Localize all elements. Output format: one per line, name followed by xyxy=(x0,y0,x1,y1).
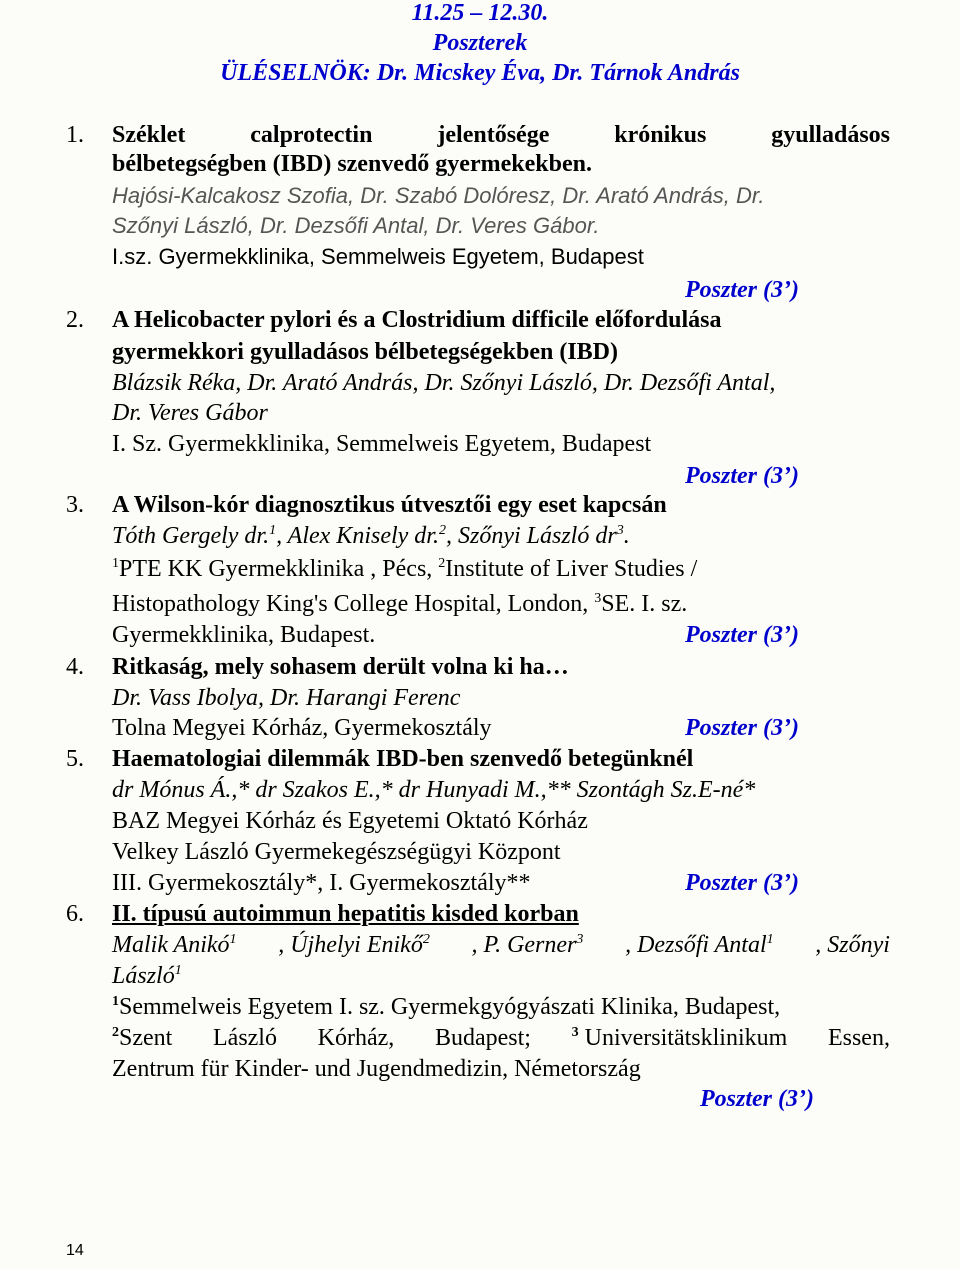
author-text: , Alex Knisely dr. xyxy=(276,523,439,549)
author-text: , Szőnyi László dr xyxy=(445,523,617,549)
superscript: 2 xyxy=(422,932,430,947)
item-6-number: 6. xyxy=(66,901,84,927)
item-2-title-line2: gyermekkori gyulladásos bélbetegségekben (IBD) xyxy=(112,339,618,365)
author xyxy=(278,931,430,959)
superscript: 2 xyxy=(112,1025,119,1040)
item-4-poster-label: Poszter (3’) xyxy=(685,715,799,741)
author xyxy=(815,931,890,959)
item-5-title: Haematologiai dilemmák IBD-ben szenvedő betegünknél xyxy=(112,746,694,772)
item-6-authors-line1 xyxy=(112,931,890,959)
item-2-authors-line1: Blázsik Réka, Dr. Arató András, Dr. Szőnyi László, Dr. Dezsőfi Antal, xyxy=(112,370,776,396)
superscript: 3 xyxy=(594,591,602,606)
word: calprotectin xyxy=(250,122,373,148)
author xyxy=(112,931,237,959)
superscript: 3 xyxy=(576,932,584,947)
item-4-title: Ritkaság, mely sohasem derült volna ki ha… xyxy=(112,654,569,680)
item-6-title: II. típusú autoimmun hepatitis kisded korban xyxy=(112,901,579,927)
item-2-title-line1: A Helicobacter pylori és a Clostridium difficile előfordulása xyxy=(112,307,722,333)
item-4-number: 4. xyxy=(66,654,84,680)
item-3-title: A Wilson-kór diagnosztikus útvesztői egy eset kapcsán xyxy=(112,492,667,518)
superscript: 3 xyxy=(571,1025,579,1040)
author-text: , Újhelyi Enikő xyxy=(278,932,423,958)
superscript: 1 xyxy=(269,523,277,538)
item-6-poster-label: Poszter (3’) xyxy=(700,1086,814,1112)
superscript: 2 xyxy=(438,523,446,538)
affiliation-word: Kórház, xyxy=(317,1025,395,1051)
author-text: . xyxy=(623,523,630,549)
affiliation-text: Semmelweis Egyetem I. sz. Gyermekgyógyászati Klinika, Budapest, xyxy=(119,994,781,1020)
superscript: 1 xyxy=(174,963,182,978)
word: krónikus xyxy=(614,122,707,148)
item-5-affiliation-line1: BAZ Megyei Kórház és Egyetemi Oktató Kórház xyxy=(112,808,588,834)
session-title: Poszterek xyxy=(432,30,528,56)
author xyxy=(472,931,584,959)
item-3-poster-label: Poszter (3’) xyxy=(685,622,799,648)
affiliation-text: PTE KK Gyermekklinika , Pécs, xyxy=(119,556,439,582)
affiliation-word xyxy=(112,1024,172,1052)
item-5-authors: dr Mónus Á.,* dr Szakos E.,* dr Hunyadi M.,** Szontágh Sz.E-né* xyxy=(112,777,756,803)
item-4-authors: Dr. Vass Ibolya, Dr. Harangi Ferenc xyxy=(112,685,461,711)
item-6-affiliation-line1 xyxy=(112,993,780,1021)
item-1-affiliation: I.sz. Gyermekklinika, Semmelweis Egyetem, Budapest xyxy=(112,244,644,269)
item-1-title-line2: bélbetegségben (IBD) szenvedő gyermekekben. xyxy=(112,151,592,177)
word: Széklet xyxy=(112,122,186,148)
item-3-affiliation-line2 xyxy=(112,590,687,618)
item-3-number: 3. xyxy=(66,492,84,518)
item-3-affiliation-line1 xyxy=(112,555,697,583)
item-2-poster-label: Poszter (3’) xyxy=(685,463,799,489)
affiliation-word xyxy=(572,1024,788,1052)
affiliation-text: Szent xyxy=(119,1025,173,1051)
affiliation-text: Histopathology King's College Hospital, London, xyxy=(112,591,595,617)
item-2-authors-line2: Dr. Veres Gábor xyxy=(112,400,268,426)
word: jelentősége xyxy=(437,122,550,148)
item-5-poster-label: Poszter (3’) xyxy=(685,870,799,896)
item-1-title-line1 xyxy=(112,121,890,149)
session-time: 11.25 – 12.30. xyxy=(411,0,549,26)
item-1-number: 1. xyxy=(66,122,84,148)
item-5-number: 5. xyxy=(66,746,84,772)
author-text: , P. Gerner xyxy=(471,932,577,958)
item-5-affiliation-line3: III. Gyermekosztály*, I. Gyermekosztály** xyxy=(112,870,531,896)
session-chairs: ÜLÉSELNÖK: Dr. Micskey Éva, Dr. Tárnok András xyxy=(220,60,740,86)
affiliation-text: Universitätsklinikum xyxy=(584,1025,788,1051)
affiliation-word: László xyxy=(213,1025,277,1051)
item-1-authors-line1: Hajósi-Kalcakosz Szofia, Dr. Szabó Dolóresz, Dr. Arató András, Dr. xyxy=(112,183,765,208)
item-6-authors-line2 xyxy=(112,962,182,990)
superscript: 3 xyxy=(616,523,624,538)
author-text: László xyxy=(112,963,175,989)
page-number: 14 xyxy=(66,1242,84,1259)
superscript: 1 xyxy=(112,556,119,571)
item-3-affiliation-line3: Gyermekklinika, Budapest. xyxy=(112,622,376,648)
author-text: Tóth Gergely dr. xyxy=(112,523,270,549)
item-4-affiliation: Tolna Megyei Kórház, Gyermekosztály xyxy=(112,715,492,741)
author-text: , Szőnyi xyxy=(815,932,890,958)
superscript: 1 xyxy=(766,932,774,947)
affiliation-text: Institute of Liver Studies / xyxy=(445,556,698,582)
item-2-affiliation: I. Sz. Gyermekklinika, Semmelweis Egyetem, Budapest xyxy=(112,431,652,457)
item-3-authors xyxy=(112,522,630,550)
superscript: 2 xyxy=(438,556,446,571)
word: gyulladásos xyxy=(771,122,890,148)
author xyxy=(625,931,774,959)
item-5-affiliation-line2: Velkey László Gyermekegészségügyi Központ xyxy=(112,839,561,865)
superscript: 1 xyxy=(112,994,119,1009)
author-text: Malik Anikó xyxy=(112,932,230,958)
item-6-affiliation-line3: Zentrum für Kinder- und Jugendmedizin, Németország xyxy=(112,1056,641,1082)
superscript: 1 xyxy=(229,932,237,947)
affiliation-word: Essen, xyxy=(827,1025,890,1051)
affiliation-text: SE. I. sz. xyxy=(601,591,688,617)
item-6-affiliation-line2 xyxy=(112,1024,890,1052)
item-2-number: 2. xyxy=(66,307,84,333)
item-1-authors-line2: Szőnyi László, Dr. Dezsőfi Antal, Dr. Veres Gábor. xyxy=(112,213,600,238)
author-text: , Dezsőfi Antal xyxy=(625,932,767,958)
item-1-poster-label: Poszter (3’) xyxy=(685,277,799,303)
affiliation-word: Budapest; xyxy=(434,1025,531,1051)
